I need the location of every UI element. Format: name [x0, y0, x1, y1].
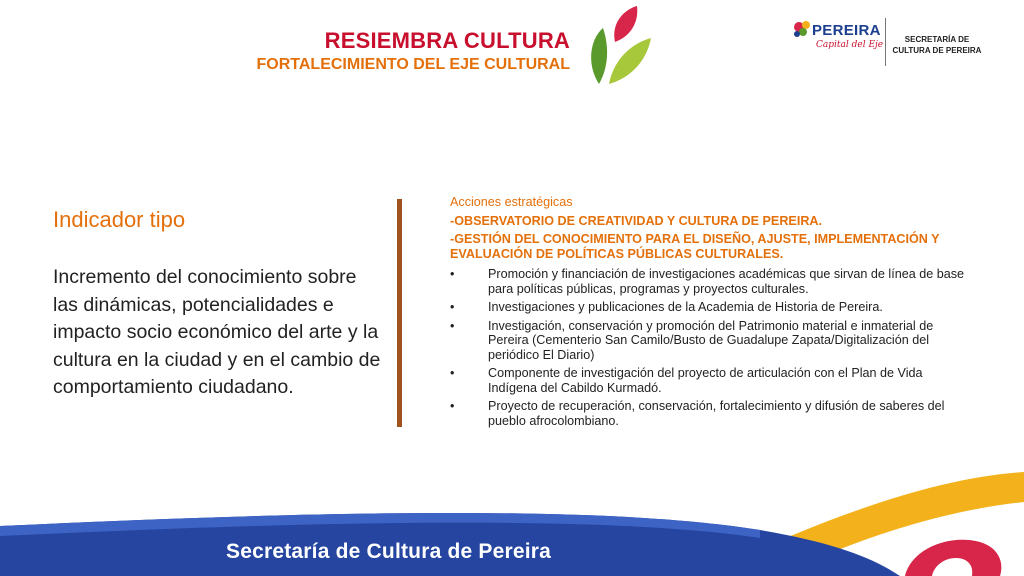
- page-title: RESIEMBRA CULTURA: [324, 28, 570, 53]
- list-item: [450, 319, 970, 363]
- leaf-green-left: [591, 28, 607, 84]
- indicator-title: Indicador tipo: [53, 207, 186, 232]
- list-item-text: Investigaciones y publicaciones de la Academia de Historia de Pereira.: [488, 300, 883, 314]
- list-item: [450, 300, 970, 315]
- bullet-icon: •: [450, 318, 455, 333]
- list-item: [450, 267, 970, 296]
- action-line: -OBSERVATORIO DE CREATIVIDAD Y CULTURA DE PEREIRA.: [450, 213, 823, 228]
- actions-list: [450, 267, 970, 428]
- pereira-logo-word: PEREIRA: [812, 22, 881, 39]
- indicator-text: Incremento del conocimiento sobre las dinámicas, potencialidades e impacto socio económico del arte y la cultura en la ciudad y en el cambio de comportamiento ciudadano.: [53, 266, 381, 398]
- band-red-shape: [905, 540, 1001, 576]
- footer-text: Secretaría de Cultura de Pereira: [226, 540, 552, 563]
- header-title-block: [257, 28, 570, 76]
- bullet-icon: •: [450, 300, 455, 314]
- pereira-logo-tagline: Capital del Eje: [816, 40, 884, 50]
- logo-dot-green: [799, 28, 807, 36]
- actions-block: [450, 195, 970, 432]
- page-subtitle: FORTALECIMIENTO DEL EJE CULTURAL: [256, 56, 570, 73]
- actions-title: Acciones estratégicas: [450, 195, 573, 209]
- list-item: [450, 366, 970, 395]
- secretaria-logo-text: SECRETARÍA DE CULTURA DE PEREIRA: [892, 35, 982, 55]
- indicator-block: [53, 206, 383, 402]
- list-item-text: Promoción y financiación de investigaciones académicas que sirvan de línea de base para políticas públicas, programas y proyectos culturales.: [488, 267, 965, 296]
- bullet-icon: •: [450, 399, 455, 413]
- logo-divider: [885, 18, 886, 66]
- vertical-divider: [397, 199, 402, 427]
- leaf-logo-icon: [585, 4, 655, 88]
- action-line: -GESTIÓN DEL CONOCIMIENTO PARA EL DISEÑO, AJUSTE, IMPLEMENTACIÓN Y EVALUACIÓN DE POLÍTICAS PÚBLICAS CULTURALES.: [450, 232, 940, 261]
- leaf-red: [614, 6, 637, 42]
- logo-dot-yellow: [802, 21, 810, 29]
- leaf-green-right: [609, 38, 651, 84]
- list-item-text: Investigación, conservación y promoción del Patrimonio material e inmaterial de Pereira (Cementerio San Camilo/Busto de Guadalupe Zapata/Digitalización del periódico El Diario): [488, 318, 934, 362]
- bullet-icon: •: [450, 267, 455, 281]
- list-item: [450, 399, 970, 428]
- bullet-icon: •: [450, 366, 455, 380]
- list-item-text: Componente de investigación del proyecto de articulación con el Plan de Vida Indígena del Cabildo Kurmadó.: [488, 366, 923, 395]
- logo-dot-blue: [794, 31, 800, 37]
- list-item-text: Proyecto de recuperación, conservación, fortalecimiento y difusión de saberes del pueblo afrocolombiano.: [488, 399, 945, 428]
